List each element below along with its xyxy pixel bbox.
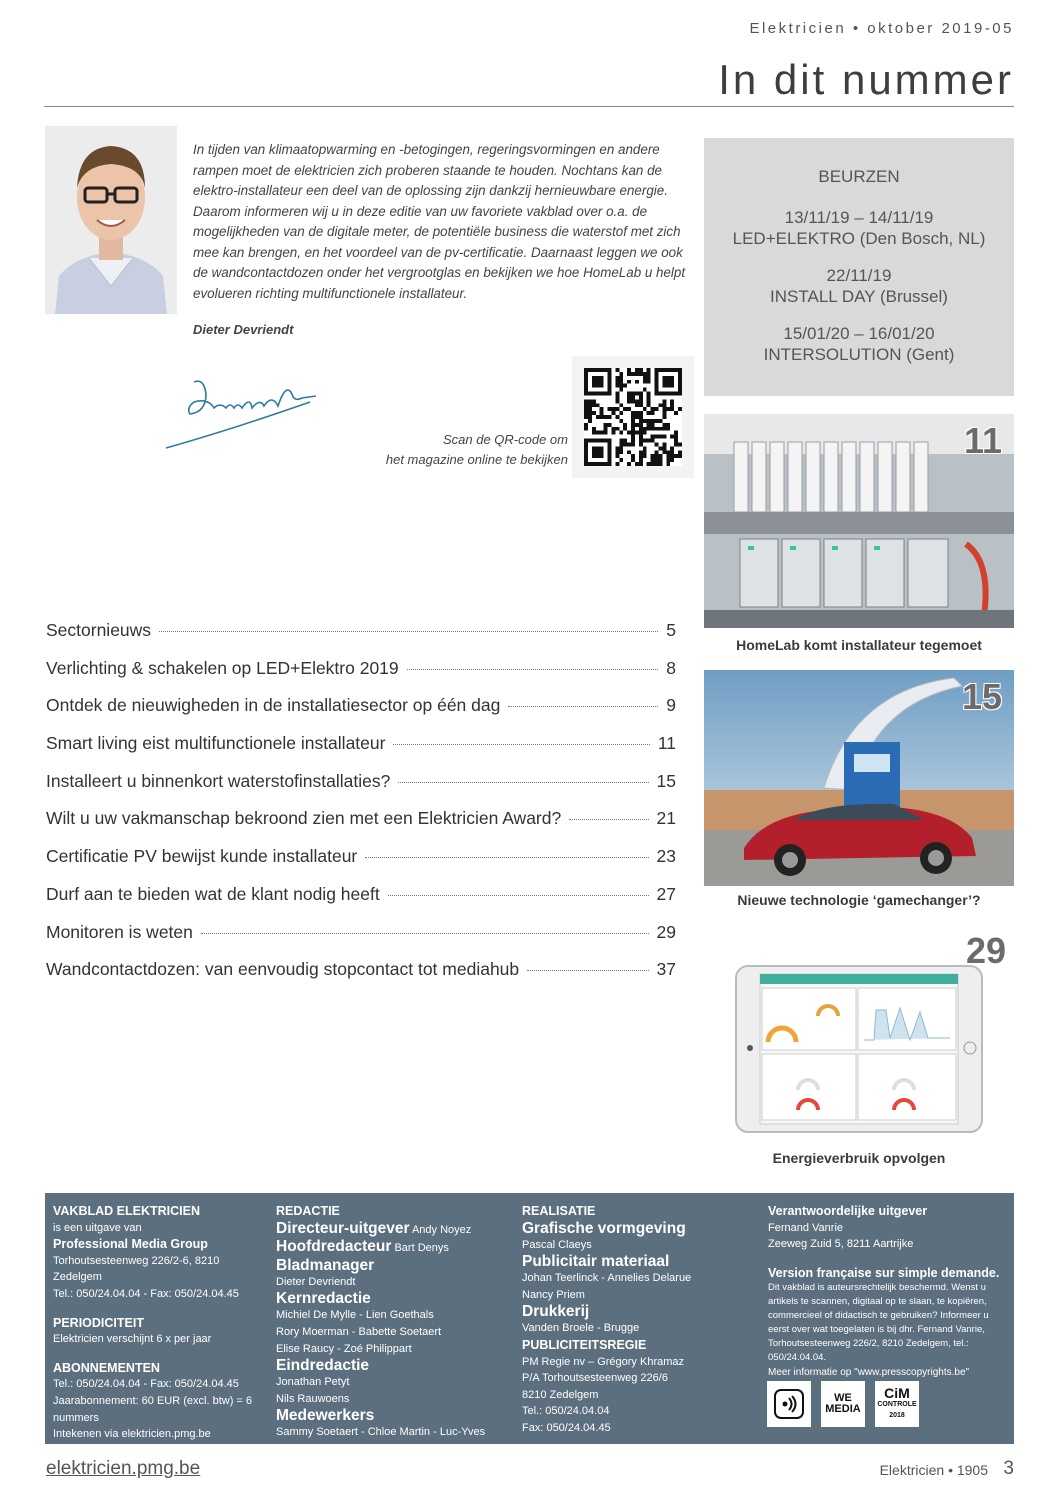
colophon-link[interactable]: Intekenen via elektricien.pmg.be (53, 1428, 211, 1441)
toc-item[interactable] (46, 620, 676, 658)
toc-page[interactable]: 11 (657, 733, 676, 754)
toc-title[interactable]: Wandcontactdozen: van eenvoudig stopcontact tot mediahub (46, 959, 520, 980)
colophon-person: Dieter Devriendt (276, 1275, 356, 1288)
toc-page[interactable]: 27 (656, 883, 676, 904)
press-copyright-logo-icon (767, 1381, 811, 1427)
colophon-copyright: Dit vakblad is auteursrechtelijk beschermd. Wenst u artikels te scannen, digitaal op te slaan, te kopiëren, commercieel of didactisch te gebruiken? Informeer u eerst over wat toegelaten is bij dhr. Fernand Vanrie, Torhoutsesteenweg 226/2, 8210 Zedelgem, tel.: 050/24.04.04. (768, 1282, 989, 1364)
colophon-role: Kernredactie (276, 1290, 371, 1308)
feature-caption[interactable]: Nieuwe technologie ‘gamechanger’? (737, 892, 981, 908)
we-media-logo: WE MEDIA (821, 1381, 865, 1427)
colophon-role: Bladmanager (276, 1256, 375, 1274)
colophon-production-column (522, 1203, 752, 1437)
events-heading: BEURZEN (818, 167, 900, 186)
feature-image-hydrogen[interactable] (704, 670, 1014, 886)
colophon-editorial-column (276, 1203, 506, 1458)
colophon-role: Directeur-uitgever (276, 1219, 410, 1237)
header-divider (44, 106, 1014, 107)
toc-item[interactable] (46, 959, 676, 997)
toc-leader (398, 782, 648, 783)
colophon-heading: VAKBLAD ELEKTRICIEN (53, 1204, 200, 1218)
toc-item[interactable] (46, 771, 676, 809)
event-item (704, 265, 1014, 307)
colophon-heading: Verantwoordelijke uitgever (768, 1204, 928, 1218)
toc-page[interactable]: 23 (656, 846, 676, 867)
toc-leader (201, 933, 649, 934)
event-dates: 22/11/19 (826, 266, 892, 285)
feature-page-number: 11 (963, 420, 1002, 461)
toc-title[interactable]: Durf aan te bieden wat de klant nodig heeft (46, 883, 380, 904)
cim-logo-name: CiM (884, 1384, 910, 1401)
colophon-person: Nils Rauwoens (276, 1392, 350, 1405)
event-dates: 13/11/19 – 14/11/19 (784, 208, 934, 227)
colophon-role: Publicitair materiaal (522, 1253, 670, 1271)
colophon-person: Jonathan Petyt (276, 1376, 350, 1389)
feature-page-number: 29 (965, 930, 1006, 971)
toc-leader (159, 631, 658, 632)
feature-image-homelab[interactable] (704, 414, 1014, 628)
cim-logo (875, 1381, 919, 1427)
colophon-role: Hoofdredacteur (276, 1238, 392, 1256)
colophon-contact: Fax: 050/24.04.45 (522, 1421, 611, 1434)
toc-title[interactable]: Installeert u binnenkort waterstofinstallaties? (46, 770, 391, 791)
toc-page[interactable]: 5 (666, 620, 676, 640)
events-box (704, 138, 1014, 396)
table-of-contents (46, 620, 676, 997)
colophon-text: Elektricien verschijnt 6 x per jaar (53, 1333, 212, 1346)
colophon-role: Eindredactie (276, 1357, 370, 1375)
colophon-contact: Tel.: 050/24.04.04 - Fax: 050/24.04.45 (53, 1378, 239, 1391)
toc-title[interactable]: Certificatie PV bewijst kunde installateur (46, 846, 358, 867)
colophon-link[interactable]: Meer informatie op "www.presscopyrights.be" (768, 1367, 970, 1379)
colophon-heading: REDACTIE (276, 1204, 340, 1218)
event-item (704, 207, 1014, 249)
issue-kicker: Elektricien • oktober 2019-05 (749, 20, 1014, 37)
toc-title[interactable]: Ontdek de nieuwigheden in de installatiesector op één dag (46, 695, 501, 716)
colophon-person: Bart Denys (394, 1242, 449, 1255)
event-name: INSTALL DAY (Brussel) (770, 287, 948, 306)
toc-leader (393, 744, 649, 745)
toc-page[interactable]: 37 (656, 959, 676, 980)
qr-caption-line-1: Scan de QR-code om (442, 432, 568, 447)
toc-item[interactable] (46, 922, 676, 960)
feature-caption[interactable]: HomeLab komt installateur tegemoet (736, 637, 982, 653)
toc-title[interactable]: Monitoren is weten (46, 921, 193, 942)
feature-page-number: 15 (961, 676, 1002, 717)
toc-item[interactable] (46, 695, 676, 733)
colophon-role: Medewerkers (276, 1407, 375, 1425)
event-name: INTERSOLUTION (Gent) (763, 345, 955, 364)
event-item (704, 323, 1014, 365)
colophon-person: Vanden Broele - Brugge (522, 1322, 640, 1335)
event-name: LED+ELEKTRO (Den Bosch, NL) (732, 229, 986, 248)
toc-title[interactable]: Wilt u uw vakmanschap bekroond zien met een Elektricien Award? (46, 808, 562, 829)
feature-image-energy[interactable] (704, 930, 1014, 1136)
toc-page[interactable]: 9 (666, 695, 676, 716)
cim-logo-sub: CONTROLE 2018 (877, 1400, 917, 1419)
colophon-publisher: Professional Media Group (53, 1237, 208, 1252)
qr-code[interactable] (584, 368, 682, 466)
colophon-logos (767, 1381, 919, 1427)
toc-leader (508, 706, 658, 707)
toc-page[interactable]: 15 (656, 770, 676, 791)
qr-caption-line-2: het magazine online te bekijken (385, 452, 568, 467)
toc-item[interactable] (46, 658, 676, 696)
toc-leader (365, 857, 648, 858)
colophon-heading: PUBLICITEITSREGIE (522, 1337, 647, 1352)
signature-image (160, 372, 330, 454)
colophon (45, 1193, 1014, 1457)
colophon-person: Elise Raucy - Zoé Philippart (276, 1342, 412, 1355)
colophon-address: 8210 Zedelgem (522, 1388, 599, 1401)
editorial-author: Dieter Devriendt (193, 322, 294, 337)
toc-title[interactable]: Smart living eist multifunctionele installateur (46, 733, 386, 754)
colophon-publisher-column (53, 1203, 268, 1459)
colophon-person: Johan Teerlinck - Annelies Delaruе (522, 1272, 692, 1285)
toc-item[interactable] (46, 884, 676, 922)
colophon-contact: Tel.: 050/24.04.04 (522, 1405, 610, 1418)
toc-item[interactable] (46, 733, 676, 771)
page-title: In dit nummer (718, 56, 1014, 103)
toc-page[interactable]: 8 (666, 657, 676, 678)
colophon-role: Drukkerij (522, 1303, 590, 1321)
colophon-text: Jaarabonnement: 60 EUR (excl. btw) = 6 nummers (53, 1394, 253, 1424)
qr-caption (330, 430, 568, 470)
colophon-text: PM Regie nv – Grégory Khramaz (522, 1355, 685, 1368)
colophon-person: Sammy Soetaert - Chloe Martin - Luc-Yves Ophals (276, 1426, 486, 1455)
footer-url[interactable]: elektricien.pmg.be (46, 1458, 201, 1479)
toc-page[interactable]: 21 (656, 808, 676, 829)
toc-leader (527, 970, 648, 971)
colophon-person: Andy Noyez (411, 1223, 472, 1236)
editor-photo (45, 126, 177, 314)
colophon-heading: REALISATIE (522, 1204, 596, 1218)
colophon-heading: PERIODICITEIT (53, 1315, 144, 1330)
colophon-person: Fernand Vanrie (768, 1221, 844, 1234)
colophon-role: Grafische vormgeving (522, 1219, 686, 1237)
footer-issue: Elektricien • 1905 (879, 1462, 988, 1478)
toc-leader (388, 895, 649, 896)
colophon-email[interactable]: of mail naar abo@pmgroup.be (53, 1444, 202, 1457)
colophon-publisher-resp-column (768, 1203, 1008, 1382)
colophon-address: Torhoutsesteenweg 226/2-6, 8210 Zedelgem (53, 1254, 220, 1284)
toc-item[interactable] (46, 846, 676, 884)
footer-page-number: 3 (1003, 1458, 1014, 1479)
feature-caption[interactable]: Energieverbruik opvolgen (772, 1150, 946, 1166)
qr-code-container[interactable] (572, 356, 694, 478)
colophon-heading: Version française sur simple demande. (768, 1265, 1000, 1280)
toc-leader (407, 669, 659, 670)
toc-page[interactable]: 29 (656, 921, 676, 942)
colophon-person: Rory Moerman - Babette Soetaert (276, 1325, 442, 1338)
toc-title[interactable]: Sectornieuws (46, 620, 152, 640)
toc-title[interactable]: Verlichting & schakelen op LED+Elektro 2019 (46, 657, 399, 678)
colophon-address: P/A Torhoutsesteenweg 226/6 (522, 1372, 668, 1385)
colophon-text: is een uitgave van (53, 1221, 142, 1234)
colophon-heading: ABONNEMENTEN (53, 1360, 160, 1375)
toc-leader (569, 819, 648, 820)
colophon-person: Pascal Claeys (522, 1238, 592, 1251)
editorial-text: In tijden van klimaatopwarming en -betogingen, regeringsvormingen en andere rampen moet de elektricien zich proberen staande te houden. Nochtans kan de elektro-installateur een deel van de oplossing zijn dankzij hernieuwbare energie. Daarom informeren wij u in deze editie van uw favoriete vakblad over o.a. de mogelijkheden van de digitale meter, de potentiële business die waterstof met zich mee kan brengen, en het voordeel van de pv-certificatie. Daarnaast leggen we ook de wandcontactdozen onder het vergrootglas en bekijken we hoe HomeLab u helpt evolueren richting multifunctionele installateur. (193, 142, 686, 301)
colophon-address: Zeeweg Zuid 5, 8211 Aartrijke (768, 1238, 914, 1251)
colophon-contact: Tel.: 050/24.04.04 - Fax: 050/24.04.45 (53, 1287, 239, 1300)
colophon-person: Nancy Priem (522, 1288, 585, 1301)
event-dates: 15/01/20 – 16/01/20 (783, 324, 935, 343)
toc-item[interactable] (46, 808, 676, 846)
colophon-person: Michiel De Mylle - Lien Goethals (276, 1309, 434, 1322)
